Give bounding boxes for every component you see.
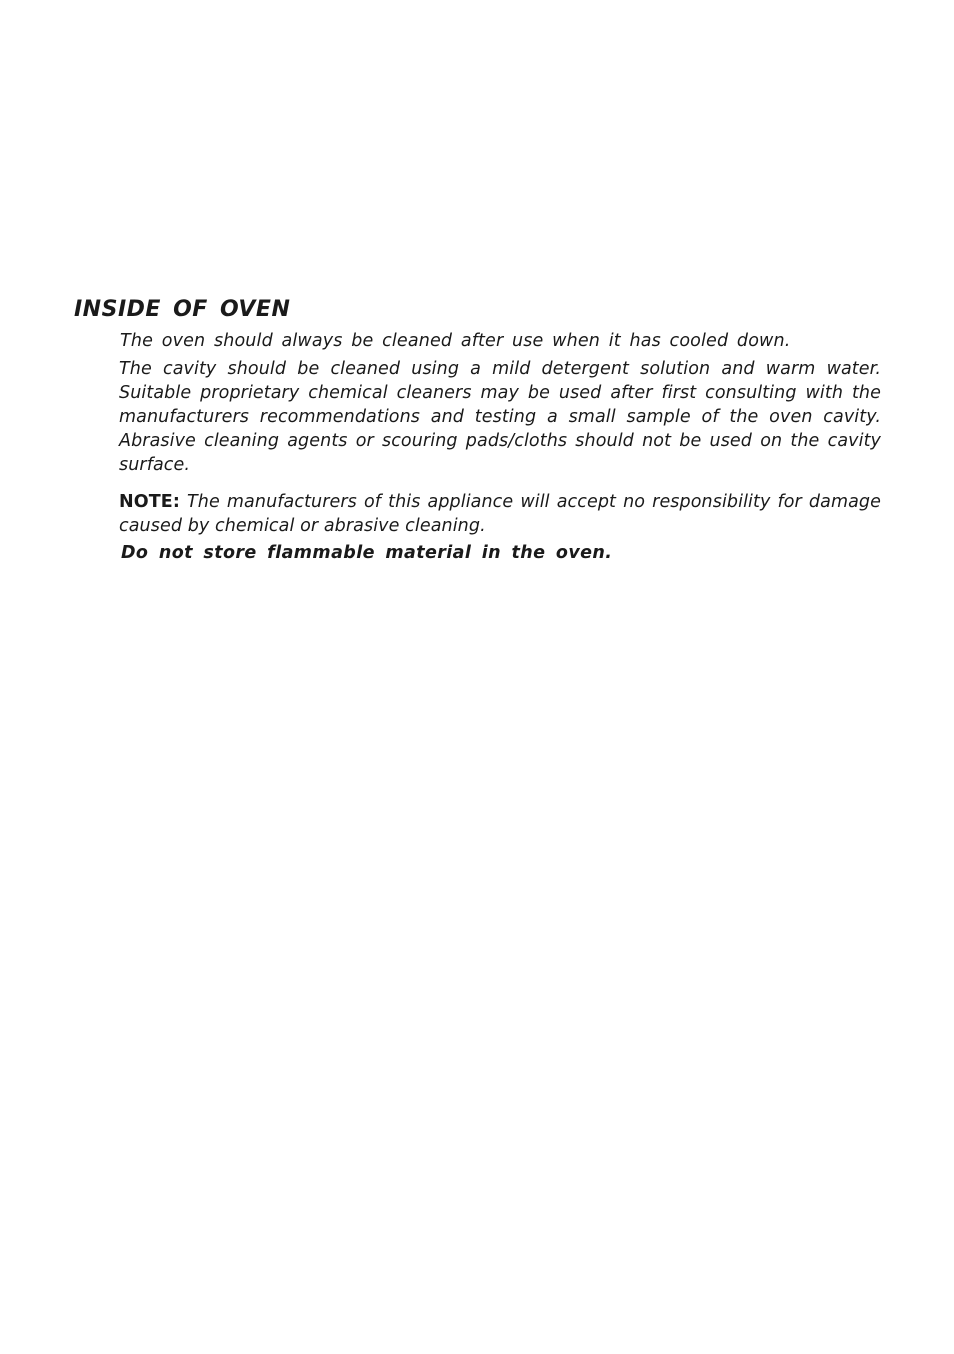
intro-paragraph: The oven should always be cleaned after use when it has cooled down. xyxy=(120,331,791,351)
section-heading: INSIDE OF OVEN xyxy=(74,297,291,322)
flammable-warning: Do not store flammable material in the oven. xyxy=(121,543,613,563)
note-text: The manufacturers of this appliance will accept no responsibility for damage caused by chemical or abrasive cleaning. xyxy=(119,492,881,536)
note-label: NOTE: xyxy=(119,492,180,512)
cavity-cleaning-paragraph: The cavity should be cleaned using a mild detergent solution and warm water. Suitable proprietary chemical cleaners may be used after first consulting with the manufacturers recommendations and testing a small sample of the oven cavity. Abrasive cleaning agents or scouring pads/cloths should not be used on the cavity surface. xyxy=(119,359,881,475)
note-paragraph xyxy=(119,490,881,538)
